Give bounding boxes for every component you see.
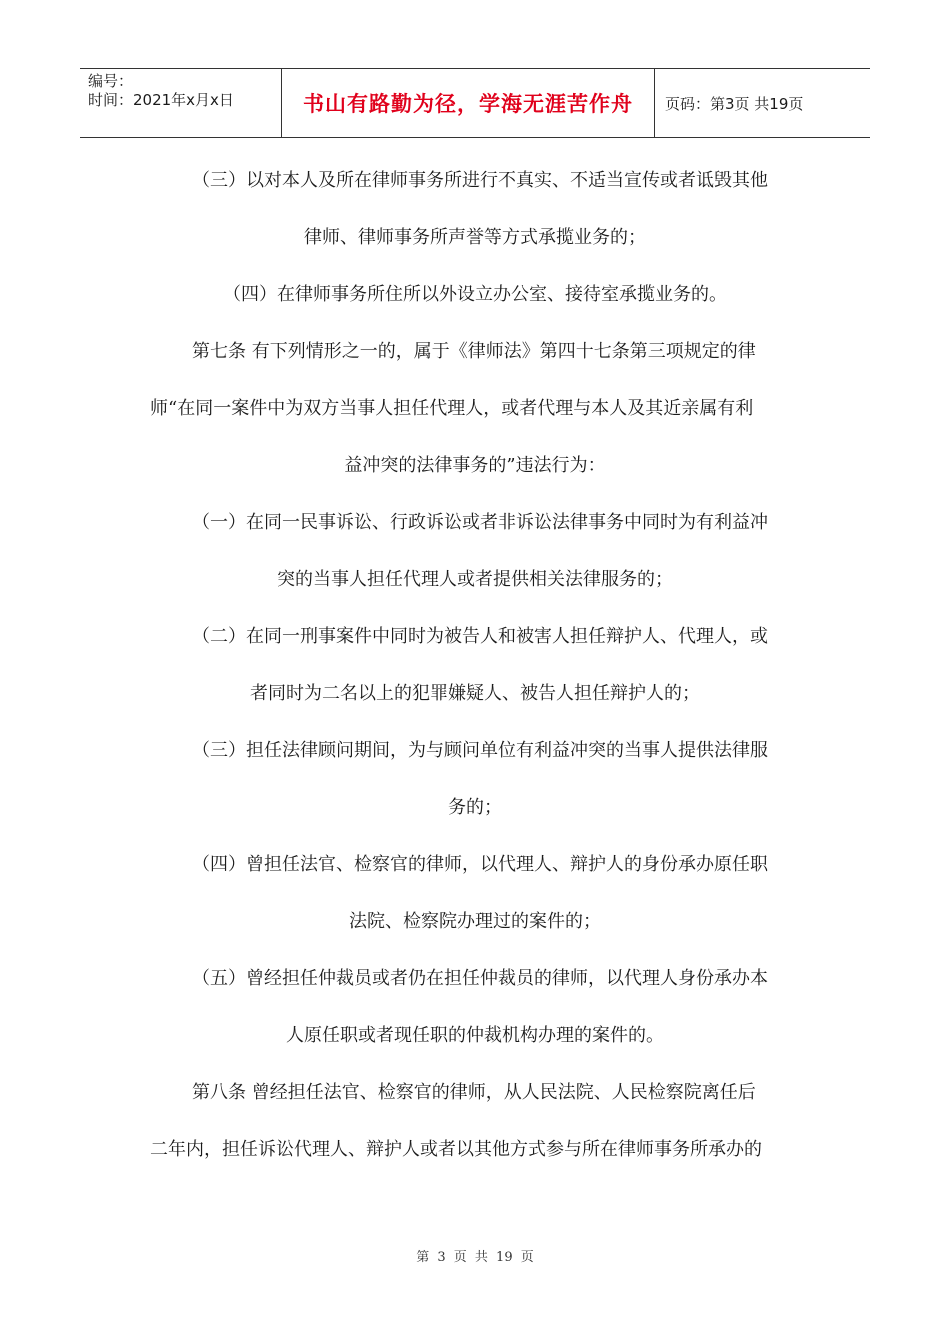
header-page-info: 页码：第3页 共19页	[665, 94, 804, 113]
text-line: （五）曾经担任仲裁员或者仍在担任仲裁员的律师，以代理人身份承办本	[192, 968, 768, 989]
text-line: （三）以对本人及所在律师事务所进行不真实、不适当宣传或者诋毁其他	[192, 170, 768, 191]
text-line: 者同时为二名以上的犯罪嫌疑人、被告人担任辩护人的；	[250, 683, 700, 704]
paragraph	[150, 836, 800, 950]
text-line: （一）在同一民事诉讼、行政诉讼或者非诉讼法律事务中同时为有利益冲	[192, 512, 768, 533]
date-label: 时间：2021年x月x日	[88, 91, 234, 109]
text-line: 第八条 曾经担任法官、检察官的律师，从人民法院、人民检察院离任后	[192, 1082, 756, 1103]
paragraph	[150, 494, 800, 608]
paragraph	[150, 950, 800, 1064]
text-line: 二年内，担任诉讼代理人、辩护人或者以其他方式参与所在律师事务所承办的	[150, 1139, 762, 1160]
paragraph	[150, 722, 800, 836]
text-line: 务的；	[448, 797, 502, 818]
number-label: 编号：	[88, 72, 134, 90]
text-line: 律师、律师事务所声誉等方式承揽业务的；	[304, 227, 646, 248]
text-line: 法院、检察院办理过的案件的；	[349, 911, 601, 932]
paragraph	[150, 608, 800, 722]
document-header	[80, 68, 870, 138]
text-line: 突的当事人担任代理人或者提供相关法律服务的；	[277, 569, 673, 590]
paragraph	[150, 152, 800, 266]
paragraph	[150, 1064, 800, 1178]
page-footer: 第 3 页 共 19 页	[416, 1250, 534, 1265]
text-line: （二）在同一刑事案件中同时为被告人和被害人担任辩护人、代理人，或	[192, 626, 768, 647]
header-meta	[80, 69, 282, 137]
text-line: （四）曾担任法官、检察官的律师，以代理人、辩护人的身份承办原任职	[192, 854, 768, 875]
header-motto: 书山有路勤为径，学海无涯苦作舟	[282, 69, 655, 137]
text-line: 人原任职或者现任职的仲裁机构办理的案件的。	[286, 1025, 664, 1046]
paragraph	[150, 323, 800, 494]
text-line: （四）在律师事务所住所以外设立办公室、接待室承揽业务的。	[223, 284, 727, 305]
text-line: 第七条 有下列情形之一的，属于《律师法》第四十七条第三项规定的律	[192, 341, 756, 362]
paragraph	[150, 266, 800, 323]
text-line: 师“在同一案件中为双方当事人担任代理人，或者代理与本人及其近亲属有利	[150, 398, 754, 419]
text-line: 益冲突的法律事务的”违法行为：	[344, 455, 606, 476]
text-line: （三）担任法律顾问期间，为与顾问单位有利益冲突的当事人提供法律服	[192, 740, 768, 761]
document-body	[150, 152, 800, 1178]
